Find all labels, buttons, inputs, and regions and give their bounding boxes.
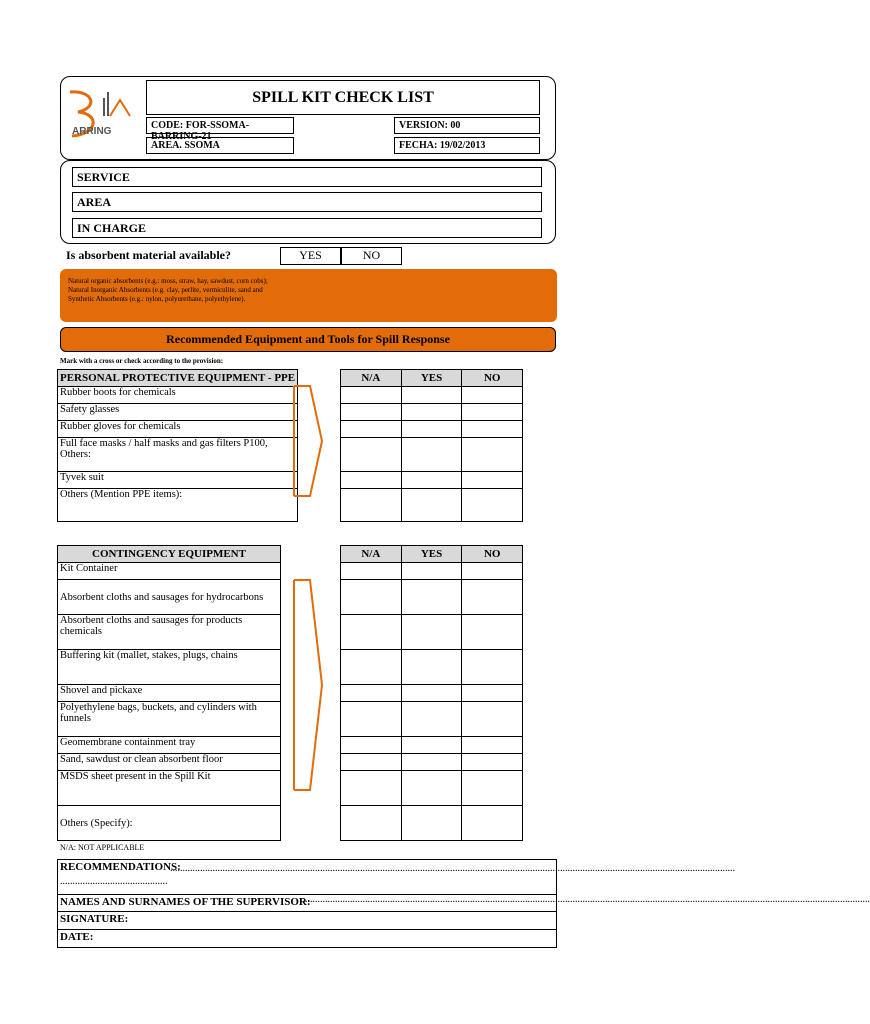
ppe-col-yes: YES xyxy=(401,370,462,387)
check-cell[interactable] xyxy=(341,615,402,650)
check-cell[interactable] xyxy=(462,771,523,806)
contingency-header: CONTINGENCY EQUIPMENT xyxy=(58,546,281,563)
ppe-item: Tyvek suit xyxy=(58,472,298,489)
check-cell[interactable] xyxy=(462,438,523,472)
contingency-item: Geomembrane containment tray xyxy=(58,737,281,754)
check-cell[interactable] xyxy=(401,615,462,650)
page-title: SPILL KIT CHECK LIST xyxy=(146,80,540,115)
contingency-item: Kit Container xyxy=(58,563,281,580)
check-cell[interactable] xyxy=(401,489,462,522)
company-logo xyxy=(64,86,136,146)
check-cell[interactable] xyxy=(341,489,402,522)
check-cell[interactable] xyxy=(401,737,462,754)
check-cell[interactable] xyxy=(401,387,462,404)
absorbent-no-checkbox[interactable]: NO xyxy=(341,247,402,265)
check-cell[interactable] xyxy=(462,685,523,702)
check-cell[interactable] xyxy=(341,806,402,841)
contingency-item: Shovel and pickaxe xyxy=(58,685,281,702)
check-cell[interactable] xyxy=(401,650,462,685)
logo-icon xyxy=(64,86,136,146)
check-cell[interactable] xyxy=(401,806,462,841)
check-cell[interactable] xyxy=(462,737,523,754)
contingency-table xyxy=(57,545,281,841)
area-field: AREA. SSOMA xyxy=(146,137,294,154)
in-charge-field[interactable]: IN CHARGE xyxy=(72,218,542,238)
contingency-item: Others (Specify): xyxy=(58,806,281,841)
check-cell[interactable] xyxy=(341,421,402,438)
ppe-header: PERSONAL PROTECTIVE EQUIPMENT - PPE xyxy=(58,370,298,387)
check-cell[interactable] xyxy=(462,563,523,580)
check-cell[interactable] xyxy=(401,685,462,702)
contingency-arrow-icon xyxy=(290,560,328,810)
check-cell[interactable] xyxy=(401,421,462,438)
check-cell[interactable] xyxy=(341,685,402,702)
date-label: DATE: xyxy=(60,931,94,943)
recommendations-label: RECOMMENDATIONS: xyxy=(60,861,181,873)
contingency-item: Absorbent cloths and sausages for hydrocarbons xyxy=(58,580,281,615)
service-field[interactable]: SERVICE xyxy=(72,167,542,187)
check-cell[interactable] xyxy=(401,754,462,771)
check-cell[interactable] xyxy=(341,387,402,404)
absorbent-note-2: Natural Inorganic Absorbents (e.g. clay, perlite, vermiculite, sand and xyxy=(68,286,263,294)
check-cell[interactable] xyxy=(401,702,462,737)
check-cell[interactable] xyxy=(401,771,462,806)
supervisor-label: NAMES AND SURNAMES OF THE SUPERVISOR: xyxy=(60,896,311,908)
contingency-item: Sand, sawdust or clean absorbent floor xyxy=(58,754,281,771)
check-cell[interactable] xyxy=(341,650,402,685)
check-cell[interactable] xyxy=(462,421,523,438)
divider xyxy=(57,911,557,912)
ppe-item: Rubber gloves for chemicals xyxy=(58,421,298,438)
contingency-col-no: NO xyxy=(462,546,523,563)
code-field: CODE: FOR-SSOMA-BARRING-21 xyxy=(146,117,294,134)
check-cell[interactable] xyxy=(401,472,462,489)
recommended-banner: Recommended Equipment and Tools for Spill Response xyxy=(60,327,556,352)
supervisor-dots[interactable]: .................................................................................................................................................................................................................................... xyxy=(300,894,870,905)
signature-label: SIGNATURE: xyxy=(60,913,129,925)
absorbent-note-1: Natural organic absorbents (e.g.: moss, straw, hay, sawdust, corn cobs); xyxy=(68,277,268,285)
check-cell[interactable] xyxy=(401,580,462,615)
contingency-col-na: N/A xyxy=(341,546,402,563)
logo-text: ARRING xyxy=(72,126,112,137)
check-cell[interactable] xyxy=(341,754,402,771)
ppe-item: Full face masks / half masks and gas filters P100, Others: xyxy=(58,438,298,472)
check-cell[interactable] xyxy=(341,737,402,754)
recommendations-dots-2[interactable]: ........................................... xyxy=(60,876,168,887)
area-info-field[interactable]: AREA xyxy=(72,192,542,212)
check-cell[interactable] xyxy=(341,404,402,421)
ppe-col-na: N/A xyxy=(341,370,402,387)
na-note: N/A: NOT APPLICABLE xyxy=(60,843,145,852)
check-cell[interactable] xyxy=(341,580,402,615)
contingency-item: Polyethylene bags, buckets, and cylinders with funnels xyxy=(58,702,281,737)
recommendations-dots[interactable]: .................................................................................................................................................................................................................................. xyxy=(170,863,735,874)
ppe-item: Safety glasses xyxy=(58,404,298,421)
mark-note: Mark with a cross or check according to the provision: xyxy=(60,357,224,365)
check-cell[interactable] xyxy=(462,650,523,685)
ppe-col-no: NO xyxy=(462,370,523,387)
ppe-item: Rubber boots for chemicals xyxy=(58,387,298,404)
ppe-table xyxy=(57,369,298,522)
absorbent-question: Is absorbent material available? xyxy=(66,248,231,262)
check-cell[interactable] xyxy=(462,489,523,522)
contingency-item: Buffering kit (mallet, stakes, plugs, chains xyxy=(58,650,281,685)
version-field: VERSION: 00 xyxy=(394,117,540,134)
check-cell[interactable] xyxy=(401,404,462,421)
fecha-field: FECHA: 19/02/2013 xyxy=(394,137,540,154)
check-cell[interactable] xyxy=(401,438,462,472)
check-cell[interactable] xyxy=(341,472,402,489)
check-cell[interactable] xyxy=(341,771,402,806)
contingency-check-table xyxy=(340,545,523,841)
ppe-arrow-icon xyxy=(290,376,328,506)
check-cell[interactable] xyxy=(462,404,523,421)
divider xyxy=(57,929,557,930)
contingency-item: MSDS sheet present in the Spill Kit xyxy=(58,771,281,806)
absorbent-yes-checkbox[interactable]: YES xyxy=(280,247,341,265)
contingency-col-yes: YES xyxy=(401,546,462,563)
check-cell[interactable] xyxy=(462,806,523,841)
check-cell[interactable] xyxy=(462,580,523,615)
check-cell[interactable] xyxy=(462,387,523,404)
check-cell[interactable] xyxy=(401,563,462,580)
check-cell[interactable] xyxy=(341,563,402,580)
check-cell[interactable] xyxy=(462,472,523,489)
check-cell[interactable] xyxy=(341,438,402,472)
absorbent-note-3: Synthetic Absorbents (e.g.: nylon, polyurethane, polyethylene). xyxy=(68,295,246,303)
ppe-item: Others (Mention PPE items): xyxy=(58,489,298,522)
check-cell[interactable] xyxy=(462,754,523,771)
check-cell[interactable] xyxy=(341,702,402,737)
absorbent-notes-panel xyxy=(60,269,557,322)
contingency-item: Absorbent cloths and sausages for products chemicals xyxy=(58,615,281,650)
ppe-check-table xyxy=(340,369,523,522)
check-cell[interactable] xyxy=(462,702,523,737)
check-cell[interactable] xyxy=(462,615,523,650)
